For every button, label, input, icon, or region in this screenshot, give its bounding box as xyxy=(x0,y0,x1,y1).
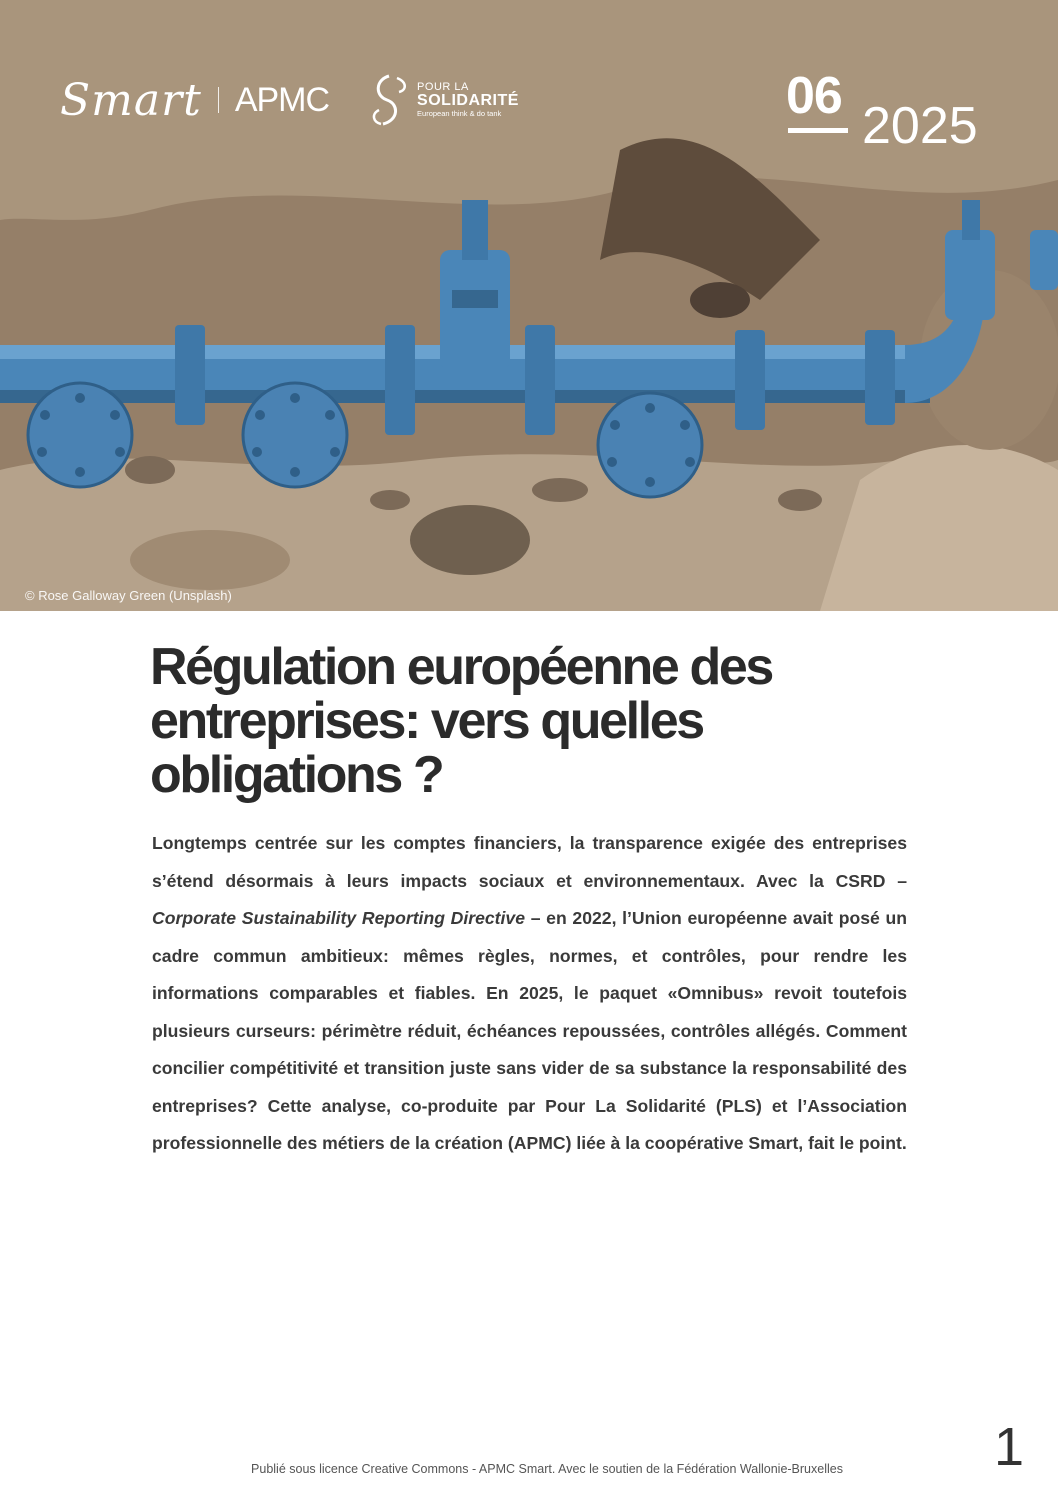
pls-emblem-icon xyxy=(367,72,411,128)
issue-year: 2025 xyxy=(862,97,978,155)
pls-line3: European think & do tank xyxy=(417,109,502,119)
cover-photo xyxy=(0,0,1058,611)
smart-logo: Smart xyxy=(60,74,202,126)
issue-number: 06 xyxy=(786,67,842,125)
license-footer: Publié sous licence Creative Commons - APMC Smart. Avec le soutien de la Fédération Wallonie-Bruxelles xyxy=(251,1462,843,1476)
article-lead xyxy=(152,825,907,1163)
pour-la-solidarite-logo xyxy=(367,72,519,128)
pls-line1: POUR LA xyxy=(417,80,469,93)
partner-logos xyxy=(60,70,519,130)
pls-line2: SOLIDARITÉ xyxy=(417,92,519,110)
issue-badge xyxy=(782,67,992,160)
article-title: Régulation européenne des entreprises: vers quelles obligations ? xyxy=(150,638,772,804)
lead-text-italic: Corporate Sustainability Reporting Directive xyxy=(152,908,525,928)
apmc-logo: APMC xyxy=(234,80,330,119)
issue-underline xyxy=(788,128,848,133)
lead-text-part2: – en 2022, l’Union européenne avait posé un cadre commun ambitieux: mêmes règles, normes, et contrôles, pour rendre les informations comparables et fiables. En 2025, le paquet «Omnibus» revoit toutefois plusieurs curseurs: périmètre réduit, échéances repoussées, contrôles allégés. Comment concilier compétitivité et transition juste sans vider de sa substance la responsabilité des entreprises? Cette analyse, co-produite par Pour La Solidarité (PLS) et l’Association professionnelle des métiers de la création (APMC) liée à la coopérative Smart, fait le point. xyxy=(152,908,907,1153)
logo-divider xyxy=(218,87,219,113)
page-number: 1 xyxy=(993,1417,1024,1477)
lead-text-part1: Longtemps centrée sur les comptes financiers, la transparence exigée des entreprises s’étend désormais à leurs impacts sociaux et environnementaux. Avec la CSRD – xyxy=(152,833,907,891)
photo-credit: © Rose Galloway Green (Unsplash) xyxy=(25,588,232,603)
